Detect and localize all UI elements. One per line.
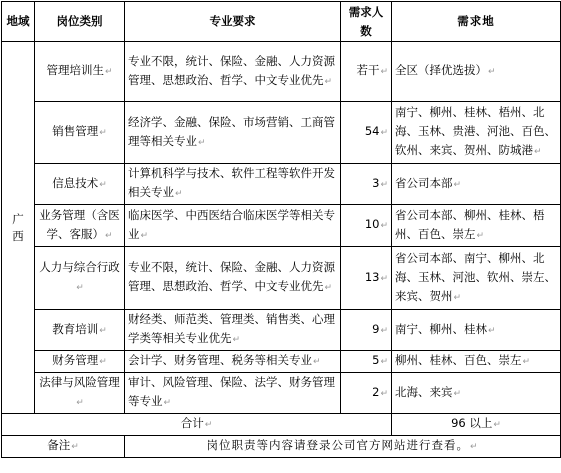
table-row — [2, 102, 561, 164]
category-cell: 信息技术↵ — [35, 164, 125, 205]
category-cell: 销售管理↵ — [35, 102, 125, 164]
location-cell: 省公司本部、柳州、桂林、梧州、百色、崇左↵ — [392, 205, 561, 247]
requirement-cell: 计算机科学与技术、软件工程等软件开发相关专业↵ — [125, 164, 341, 205]
region-cell: 广西 — [2, 42, 35, 414]
requirement-cell: 经济学、金融、保险、市场营销、工商管理等相关专业↵ — [125, 102, 341, 164]
location-cell: 全区（择优选拔）↵ — [392, 42, 561, 102]
location-cell: 南宁、柳州、桂林↵ — [392, 310, 561, 351]
requirement-cell: 财经类、师范类、管理类、销售类、心理学类等相关专业优先↵ — [125, 310, 341, 351]
location-cell: 南宁、柳州、桂林、梧州、北海、玉林、贵港、河池、百色、钦州、来宾、贺州、防城港↵ — [392, 102, 561, 164]
header-row — [2, 2, 561, 42]
note-label: 备注↵ — [2, 436, 125, 458]
header-location: 需求地 — [392, 2, 561, 42]
location-cell: 柳州、桂林、百色、崇左↵ — [392, 351, 561, 373]
table-row — [2, 164, 561, 205]
count-cell: 2↵ — [341, 373, 392, 414]
header-requirement: 专业要求 — [125, 2, 341, 42]
count-cell: 9↵ — [341, 310, 392, 351]
count-cell: 若干↵ — [341, 42, 392, 102]
total-label: 合计↵ — [2, 414, 392, 436]
note-row — [2, 436, 561, 458]
category-cell: 教育培训↵ — [35, 310, 125, 351]
table-row — [2, 205, 561, 247]
count-cell: 5↵ — [341, 351, 392, 373]
total-row — [2, 414, 561, 436]
location-cell: 北海、来宾↵ — [392, 373, 561, 414]
count-cell: 13↵ — [341, 247, 392, 310]
header-count: 需求人数 — [341, 2, 392, 42]
category-cell: 财务管理↵ — [35, 351, 125, 373]
table-row — [2, 247, 561, 310]
count-cell: 10↵ — [341, 205, 392, 247]
requirement-cell: 会计学、财务管理、税务等相关专业↵ — [125, 351, 341, 373]
table-row — [2, 351, 561, 373]
requirement-cell: 临床医学、中西医结合临床医学等相关专业↵ — [125, 205, 341, 247]
category-cell: 法律与风险管理↵ — [35, 373, 125, 414]
category-cell: 业务管理（含医学、客服）↵ — [35, 205, 125, 247]
category-cell: 管理培训生↵ — [35, 42, 125, 102]
table-row — [2, 42, 561, 102]
location-cell: 省公司本部、南宁、柳州、北海、玉林、河池、钦州、崇左、来宾、贺州↵ — [392, 247, 561, 310]
total-value: 96 以上↵ — [392, 414, 561, 436]
count-cell: 54↵ — [341, 102, 392, 164]
table-row — [2, 373, 561, 414]
category-cell: 人力与综合行政↵ — [35, 247, 125, 310]
header-category: 岗位类别 — [35, 2, 125, 42]
header-region: 地域 — [2, 2, 35, 42]
location-cell: 省公司本部↵ — [392, 164, 561, 205]
count-cell: 3↵ — [341, 164, 392, 205]
note-text: 岗位职责等内容请登录公司官方网站进行查看。↵ — [125, 436, 561, 458]
recruitment-table — [1, 1, 561, 458]
requirement-cell: 审计、风险管理、保险、法学、财务管理等专业↵ — [125, 373, 341, 414]
table-row — [2, 310, 561, 351]
requirement-cell: 专业不限，统计、保险、金融、人力资源管理、思想政治、哲学、中文专业优先↵ — [125, 42, 341, 102]
requirement-cell: 专业不限，统计、保险、金融、人力资源管理、思想政治、哲学、中文专业优先↵ — [125, 247, 341, 310]
